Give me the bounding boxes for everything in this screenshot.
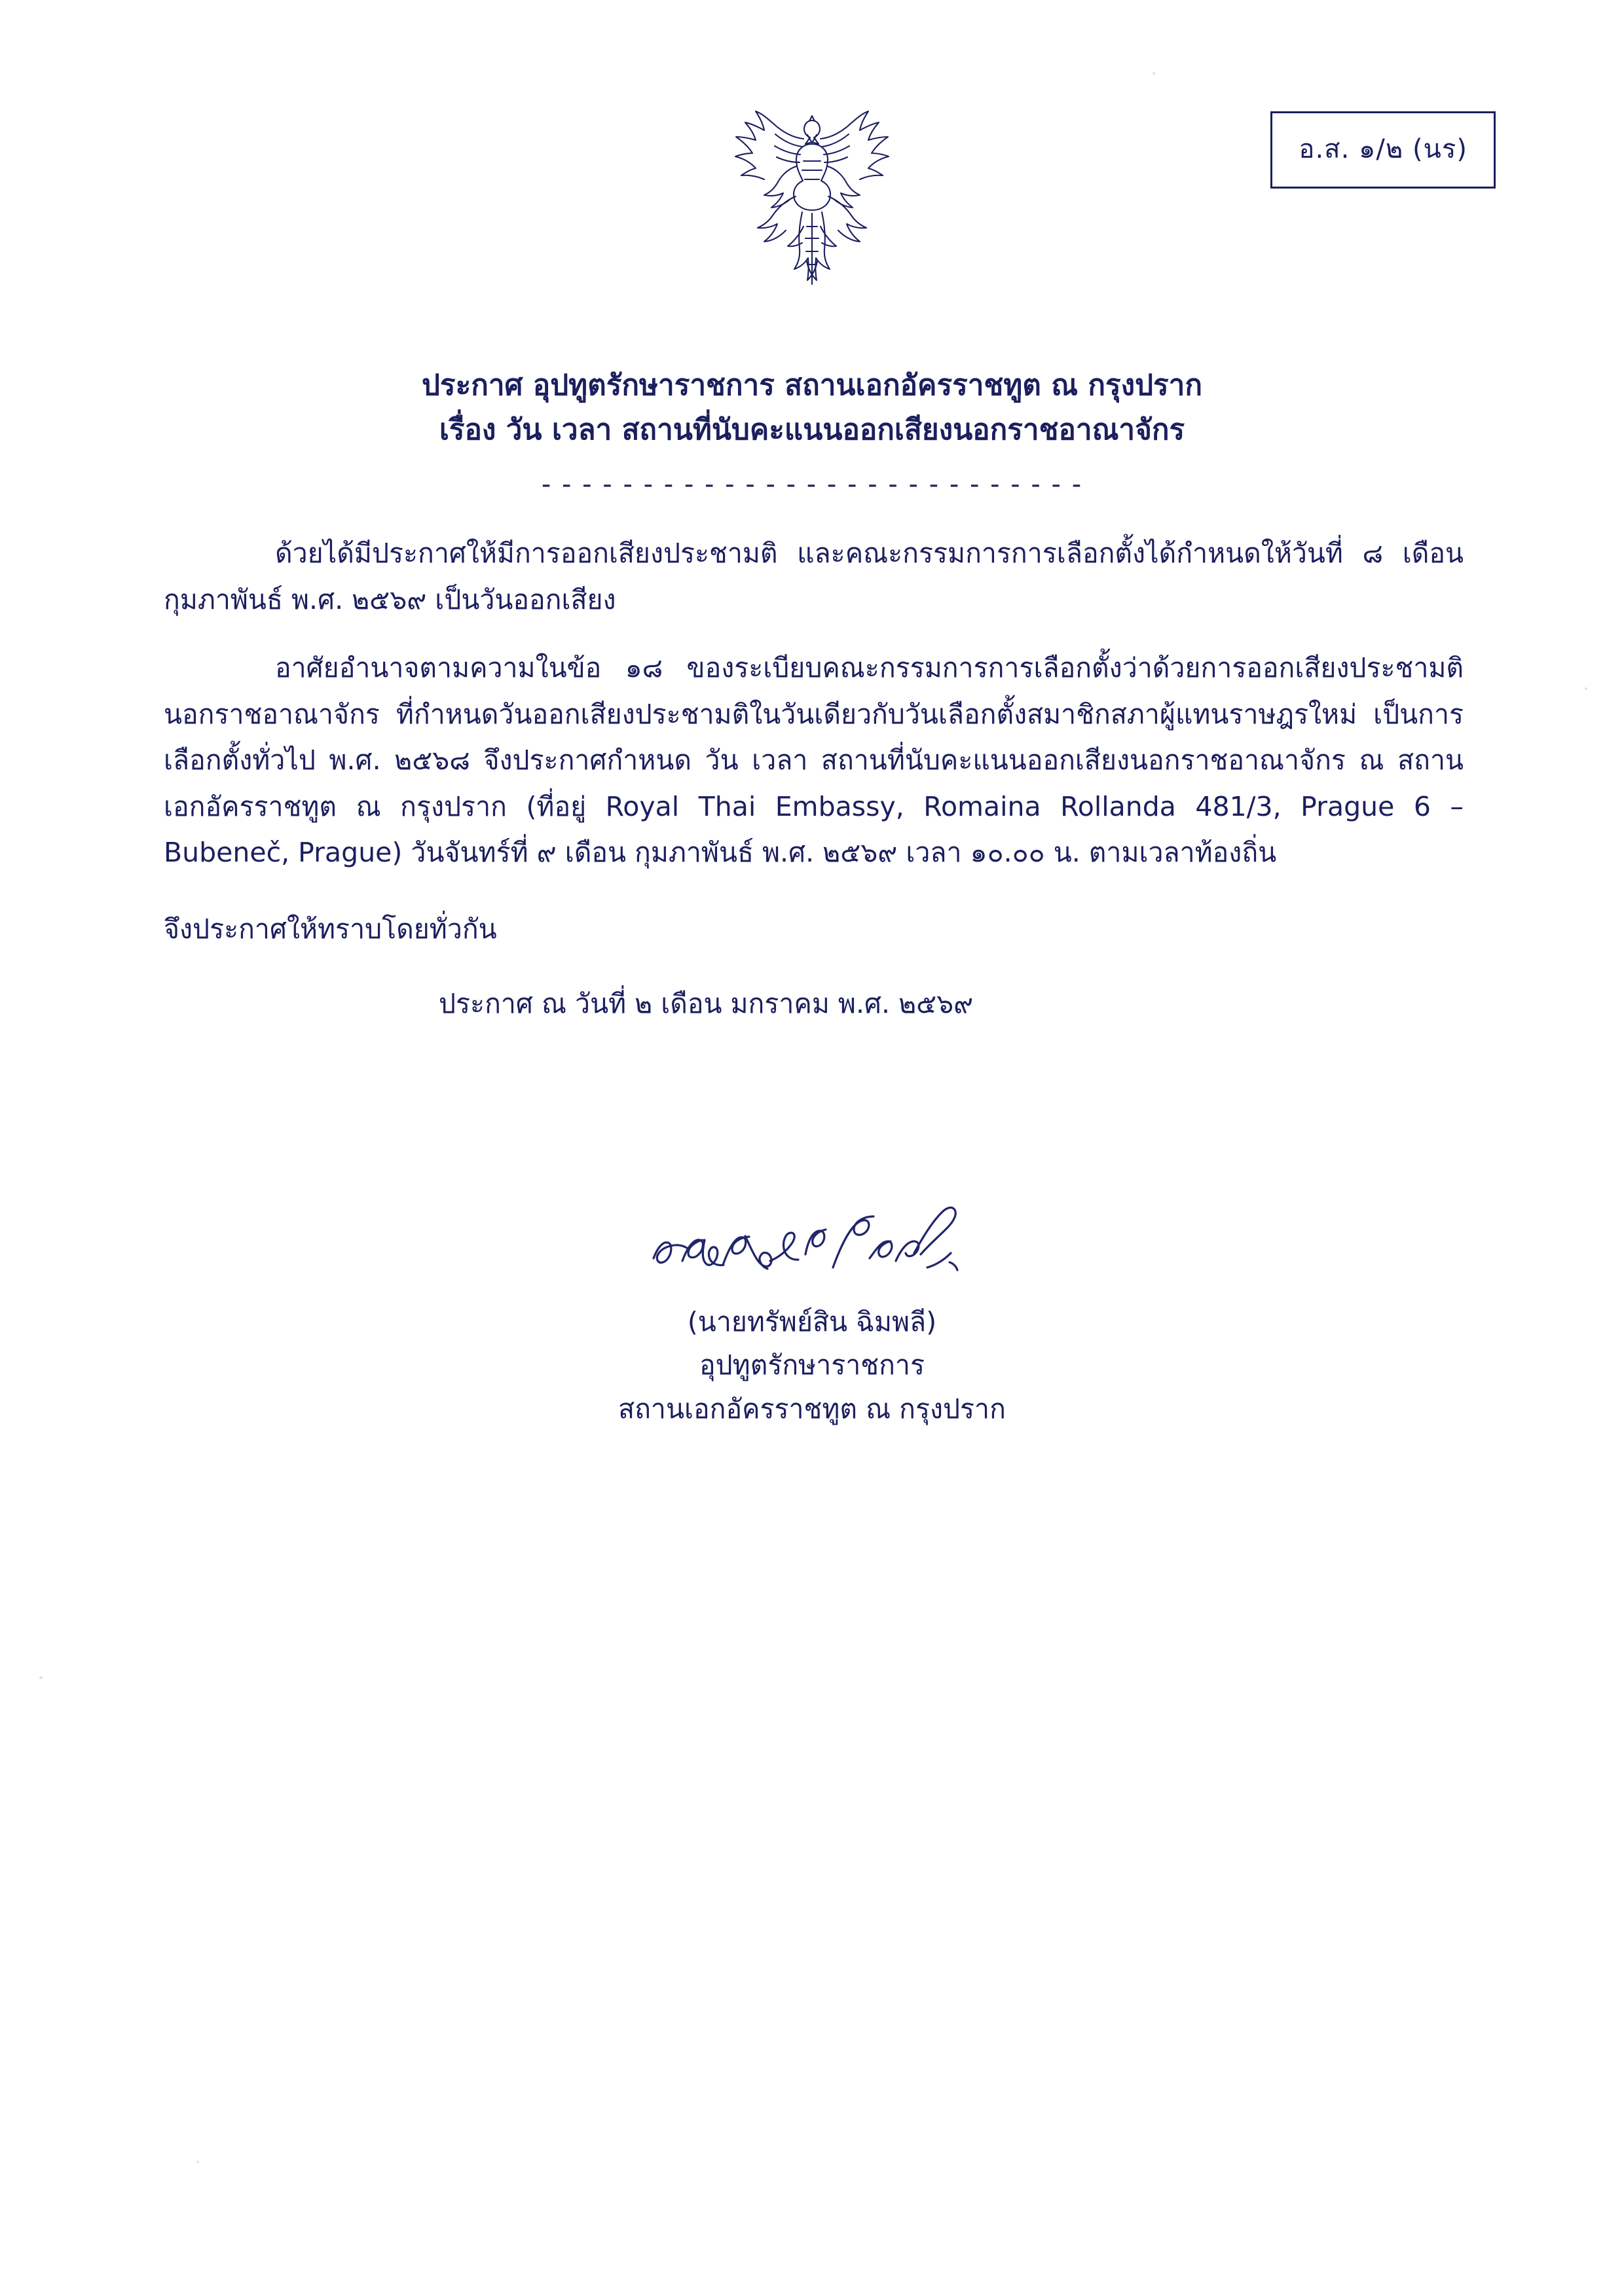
announcement-title: ประกาศ อุปทูตรักษาราชการ สถานเอกอัครราชทูต ณ กรุงปราก xyxy=(422,369,1202,402)
scan-speck xyxy=(1585,687,1587,690)
signer-name: (นายทรัพย์สิน ฉิมพลี) xyxy=(687,1306,937,1338)
paragraph-2 xyxy=(164,645,1464,876)
paragraph-2-text: อาศัยอำนาจตามความในข้อ ๑๘ ของระเบียบคณะกรรมการการเลือกตั้งว่าด้วยการออกเสียงประชามตินอกราชอาณาจักร ที่กำหนดวันออกเสียงประชามติในวันเดียวกับวันเลือกตั้งสมาชิกสภาผู้แทนราษฎรใหม่ เป็นการเลือกตั้งทั่วไป พ.ศ. ๒๕๖๘ จึงประกาศกำหนด วัน เวลา สถานที่นับคะแนนออกเสียงนอกราชอาณาจักร ณ สถานเอกอัครราชทูต ณ กรุงปราก (ที่อยู่ Royal Thai Embassy, Romaina Rollanda 481/3, Prague 6 – Bubeneč, Prague) วันจันทร์ที่ ๙ เดือน กุมภาพันธ์ พ.ศ. ๒๕๖๙ เวลา ๑๐.๐๐ น. ตามเวลาท้องถิ่น xyxy=(164,652,1464,869)
signature-block xyxy=(0,1198,1624,1430)
announcement-subject: เรื่อง วัน เวลา สถานที่นับคะแนนออกเสียงนอกราชอาณาจักร xyxy=(439,413,1185,447)
form-code-box: อ.ส. ๑/๒ (นร) xyxy=(1270,111,1496,189)
paragraph-1-text: ด้วยได้มีประกาศให้มีการออกเสียงประชามติ และคณะกรรมการการเลือกตั้งได้กำหนดให้วันที่ ๘ เดือน กุมภาพันธ์ พ.ศ. ๒๕๖๙ เป็นวันออกเสียง xyxy=(164,538,1464,615)
paragraph-3-text: จึงประกาศให้ทราบโดยทั่วกัน xyxy=(164,913,497,945)
signature-mark xyxy=(0,1198,1624,1296)
paragraph-3 xyxy=(164,906,1464,953)
heading-divider: - - - - - - - - - - - - - - - - - - - - - - - - - - - xyxy=(541,469,1083,500)
paragraph-1 xyxy=(164,530,1464,623)
garuda-emblem xyxy=(704,98,920,314)
heading-block xyxy=(0,363,1624,500)
signer-position-1: อุปทูตรักษาราชการ xyxy=(699,1349,925,1381)
scan-speck xyxy=(1153,72,1155,75)
scan-speck xyxy=(39,1676,43,1679)
document-body xyxy=(164,530,1464,1027)
signer-position-2: สถานเอกอัครราชทูต ณ กรุงปราก xyxy=(618,1393,1006,1425)
announcement-date: ประกาศ ณ วันที่ ๒ เดือน มกราคม พ.ศ. ๒๕๖๙ xyxy=(439,988,974,1020)
scan-speck xyxy=(196,2160,199,2163)
